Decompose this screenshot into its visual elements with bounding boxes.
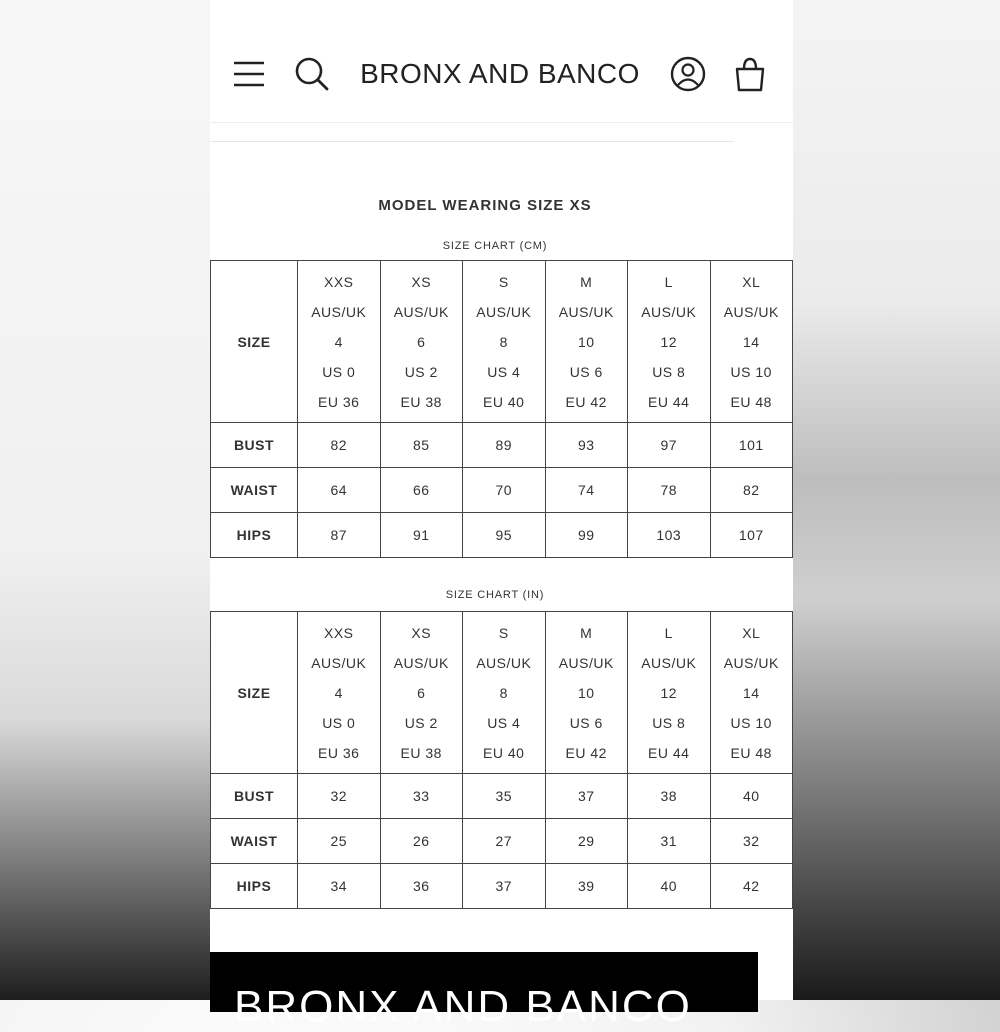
size-cell <box>545 261 628 423</box>
size-eu: EU 36 <box>318 744 360 761</box>
content-divider <box>210 141 734 142</box>
value-cell: 99 <box>545 513 628 558</box>
size-au-label: AUS/UK <box>723 303 779 320</box>
value-cell: 36 <box>380 864 463 909</box>
value-cell: 34 <box>298 864 381 909</box>
size-eu: EU 48 <box>730 393 772 410</box>
size-code: XL <box>742 624 761 641</box>
value-cell: 87 <box>298 513 381 558</box>
size-eu: EU 44 <box>648 744 690 761</box>
size-au-number: 10 <box>577 333 595 350</box>
menu-icon[interactable] <box>232 58 266 90</box>
site-header <box>210 0 793 123</box>
size-header-row <box>211 612 793 774</box>
size-au-label: AUS/UK <box>393 654 449 671</box>
size-code: M <box>580 624 593 641</box>
value-cell: 35 <box>463 774 546 819</box>
value-cell: 38 <box>628 774 711 819</box>
bust-row <box>211 774 793 819</box>
size-header-row <box>211 261 793 423</box>
size-label-cell: SIZE <box>211 261 298 423</box>
waist-row <box>211 468 793 513</box>
value-cell: 93 <box>545 423 628 468</box>
size-au-number: 8 <box>499 333 508 350</box>
size-au-label: AUS/UK <box>311 303 367 320</box>
bag-icon[interactable] <box>733 56 767 92</box>
value-cell: 82 <box>298 423 381 468</box>
hips-row <box>211 864 793 909</box>
value-cell: 97 <box>628 423 711 468</box>
size-eu: EU 42 <box>565 744 607 761</box>
size-us: US 8 <box>652 714 686 731</box>
background-right <box>793 0 1000 1000</box>
size-eu: EU 44 <box>648 393 690 410</box>
size-chart-in-table <box>210 611 793 909</box>
waist-row <box>211 819 793 864</box>
size-us: US 0 <box>322 363 356 380</box>
footer-banner <box>210 952 758 1031</box>
size-chart-cm-table <box>210 260 793 558</box>
size-eu: EU 38 <box>400 744 442 761</box>
size-us: US 4 <box>487 363 521 380</box>
row-label: WAIST <box>211 468 298 513</box>
model-size-note: MODEL WEARING SIZE XS <box>378 197 592 214</box>
size-eu: EU 48 <box>730 744 772 761</box>
value-cell: 32 <box>710 819 793 864</box>
value-cell: 101 <box>710 423 793 468</box>
size-eu: EU 40 <box>483 744 525 761</box>
size-us: US 6 <box>569 363 603 380</box>
value-cell: 27 <box>463 819 546 864</box>
value-cell: 37 <box>545 774 628 819</box>
size-code: XS <box>411 624 432 641</box>
size-cell <box>628 612 711 774</box>
size-au-label: AUS/UK <box>476 654 532 671</box>
size-cell <box>463 612 546 774</box>
value-cell: 95 <box>463 513 546 558</box>
size-cell <box>380 612 463 774</box>
size-au-number: 12 <box>660 333 678 350</box>
size-us: US 10 <box>730 363 772 380</box>
size-code: S <box>498 273 509 290</box>
size-cell <box>463 261 546 423</box>
value-cell: 91 <box>380 513 463 558</box>
size-au-number: 8 <box>499 684 508 701</box>
size-au-number: 12 <box>660 684 678 701</box>
value-cell: 32 <box>298 774 381 819</box>
value-cell: 39 <box>545 864 628 909</box>
size-au-number: 10 <box>577 684 595 701</box>
size-eu: EU 40 <box>483 393 525 410</box>
size-au-label: AUS/UK <box>723 654 779 671</box>
row-label: BUST <box>211 774 298 819</box>
size-cell <box>710 261 793 423</box>
value-cell: 29 <box>545 819 628 864</box>
size-au-number: 6 <box>417 684 426 701</box>
bust-row <box>211 423 793 468</box>
size-cell <box>545 612 628 774</box>
size-au-label: AUS/UK <box>641 303 697 320</box>
size-label-cell: SIZE <box>211 612 298 774</box>
size-au-number: 4 <box>334 333 343 350</box>
size-cell <box>710 612 793 774</box>
value-cell: 37 <box>463 864 546 909</box>
value-cell: 64 <box>298 468 381 513</box>
size-code: S <box>498 624 509 641</box>
size-au-label: AUS/UK <box>558 303 614 320</box>
value-cell: 25 <box>298 819 381 864</box>
value-cell: 82 <box>710 468 793 513</box>
value-cell: 70 <box>463 468 546 513</box>
value-cell: 40 <box>710 774 793 819</box>
size-au-label: AUS/UK <box>311 654 367 671</box>
account-icon[interactable] <box>670 56 706 92</box>
size-eu: EU 36 <box>318 393 360 410</box>
row-label: BUST <box>211 423 298 468</box>
size-code: M <box>580 273 593 290</box>
background-left <box>0 0 210 1000</box>
search-icon[interactable] <box>294 56 330 92</box>
value-cell: 103 <box>628 513 711 558</box>
brand-logo[interactable]: BRONX AND BANCO <box>360 58 640 89</box>
size-us: US 10 <box>730 714 772 731</box>
size-cell <box>380 261 463 423</box>
size-code: XXS <box>323 624 354 641</box>
size-us: US 8 <box>652 363 686 380</box>
value-cell: 33 <box>380 774 463 819</box>
size-au-label: AUS/UK <box>558 654 614 671</box>
size-chart-cm-title: SIZE CHART (CM) <box>442 240 548 252</box>
size-au-number: 6 <box>417 333 426 350</box>
footer-brand: BRONX AND BANCO <box>234 982 692 1031</box>
value-cell: 78 <box>628 468 711 513</box>
size-us: US 6 <box>569 714 603 731</box>
size-chart-in-title: SIZE CHART (IN) <box>445 589 545 601</box>
hips-row <box>211 513 793 558</box>
size-code: L <box>664 273 673 290</box>
value-cell: 74 <box>545 468 628 513</box>
size-code: XS <box>411 273 432 290</box>
mobile-page <box>210 0 793 1031</box>
size-au-number: 14 <box>742 684 760 701</box>
size-cell <box>628 261 711 423</box>
value-cell: 66 <box>380 468 463 513</box>
row-label: HIPS <box>211 864 298 909</box>
value-cell: 31 <box>628 819 711 864</box>
value-cell: 85 <box>380 423 463 468</box>
value-cell: 40 <box>628 864 711 909</box>
size-au-number: 4 <box>334 684 343 701</box>
value-cell: 26 <box>380 819 463 864</box>
size-us: US 2 <box>404 363 438 380</box>
value-cell: 107 <box>710 513 793 558</box>
value-cell: 42 <box>710 864 793 909</box>
size-code: XXS <box>323 273 354 290</box>
size-cell <box>298 612 381 774</box>
row-label: HIPS <box>211 513 298 558</box>
size-us: US 4 <box>487 714 521 731</box>
size-us: US 0 <box>322 714 356 731</box>
size-code: XL <box>742 273 761 290</box>
size-au-label: AUS/UK <box>393 303 449 320</box>
size-au-label: AUS/UK <box>476 303 532 320</box>
size-eu: EU 42 <box>565 393 607 410</box>
size-au-label: AUS/UK <box>641 654 697 671</box>
size-cell <box>298 261 381 423</box>
size-code: L <box>664 624 673 641</box>
row-label: WAIST <box>211 819 298 864</box>
size-us: US 2 <box>404 714 438 731</box>
size-au-number: 14 <box>742 333 760 350</box>
value-cell: 89 <box>463 423 546 468</box>
size-eu: EU 38 <box>400 393 442 410</box>
